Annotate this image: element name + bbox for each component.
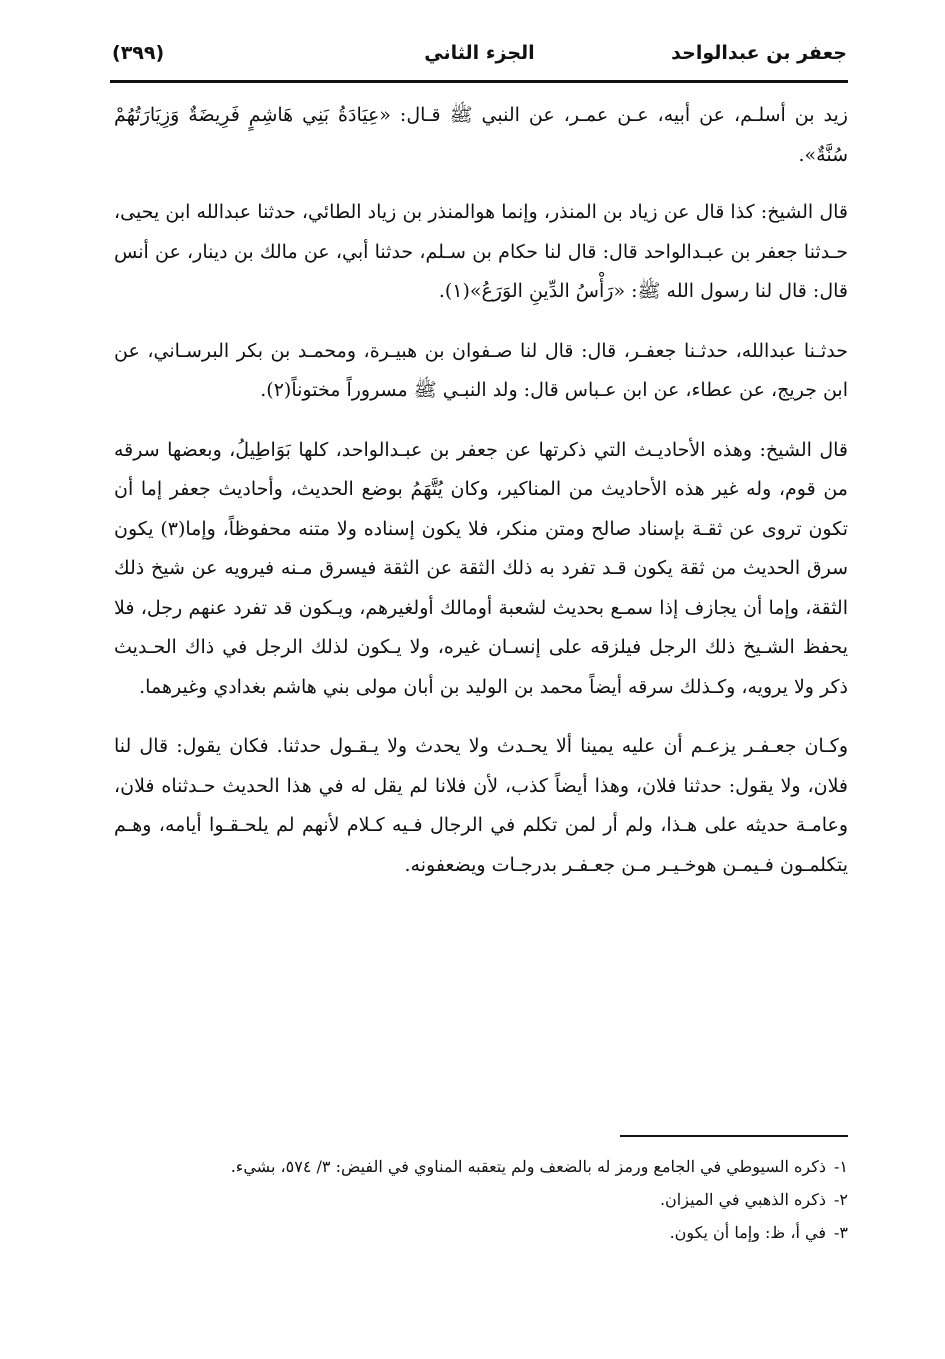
- part-label: الجزء الثاني: [424, 42, 535, 64]
- footnote-3: [114, 1216, 848, 1249]
- footnote-text: ذكره السيوطي في الجامع ورمز له بالضعف ولم يتعقبه المناوي في الفيض: ٣/ ٥٧٤، بشيء.: [230, 1157, 826, 1176]
- running-head: [112, 34, 847, 74]
- main-text: [114, 96, 848, 905]
- paragraph-1: زيد بن أسلـم، عن أبيه، عـن عمـر، عن النبي ﷺ قـال: «عِيَادَةُ بَنِي هَاشِمٍ فَرِيضَةٌ وَزِيَارَتُهُمْ سُنَّةٌ».: [114, 104, 848, 166]
- header-rule: [110, 80, 848, 83]
- paragraph-5: وكـان جعـفـر يزعـم أن عليه يمينا ألا يحـدث ولا يحدث ولا يـقـول حدثنا. فكان يقول: قال لنا فلان، ولا يقول: حدثنا فلان، وهذا أيضاً كذب، لأن فلانا لم يقل له في هذا الحديث حـدثناه فلان، وعامـة حديثه على هـذا، ولم أر لمن تكلم في الرجال فـيه كـلام لأنهم لم يلحـقـوا أيامه، وهـم يتكلمـون فـيمـن هوخـيـر مـن جعـفـر بدرجـات ويضعفونه.: [114, 735, 848, 876]
- footnote-text: ذكره الذهبي في الميزان.: [659, 1190, 826, 1209]
- footnotes: [114, 1150, 848, 1249]
- footnote-text: في أ، ظ: وإما أن يكون.: [669, 1223, 826, 1242]
- page-number: (٣٩٩): [112, 42, 165, 64]
- footnote-number: ٣-: [834, 1223, 848, 1242]
- footnote-number: ١-: [834, 1157, 848, 1176]
- paragraph-2: قال الشيخ: كذا قال عن زياد بن المنذر، وإنما هوالمنذر بن زياد الطائي، حدثنا عبدالله ابن يحيى، حـدثنا جعفر بن عبـدالواحد قال: قال لنا حكام بن سـلم، حدثنا أبي، عن مالك بن دينار، عن أنس قال: قال لنا رسول الله ﷺ: «رَأْسُ الدِّينِ الوَرَعُ»(١).: [114, 201, 848, 302]
- footnote-separator: [620, 1135, 848, 1137]
- footnote-2: [114, 1183, 848, 1216]
- footnote-1: [114, 1150, 848, 1183]
- paragraph-3: حدثـنا عبدالله، حدثـنا جعفـر، قال: قال لنا صـفوان بن هبيـرة، ومحمـد بن بكر البرسـاني، عن ابن جريج، عن عطاء، عن ابن عـباس قال: ولد النبـي ﷺ مسروراً مختوناً(٢).: [114, 339, 848, 401]
- footnote-number: ٢-: [834, 1190, 848, 1209]
- paragraph-4: قال الشيخ: وهذه الأحاديـث التي ذكرتها عن جعفر بن عبـدالواحد، كلها بَوَاطِيلُ، وبعضها سرقه من قوم، وله غير هذه الأحاديث من المناكير، وكان يُتَّهَمُ بوضع الحديث، وأحاديث جعفر إما أن تكون تروى عن ثقـة بإسناد صالح ومتن منكر، فلا يكون إسناده ولا متنه محفوظاً، وإما(٣) يكون سرق الحديث من ثقة يكون قـد تفرد به ذلك الثقة عن الثقة فيسرق مـنه فيرويه عن شيخ ذلك الثقة، وإما أن يجازف إذا سمـع بحديث لشعبة أومالك أولغيرهم، ويـكون قد تفرد عنهم رجل، فلا يحفظ الشـيخ ذلك الرجل فيلزقه على إنسـان غيره، ولا يـكون لذلك الرجل في ذاك الحـديث ذكر ولا يرويه، وكـذلك سرقه أيضاً محمد بن الوليد بن أبان مولى بني هاشم بغدادي وغيرهما.: [114, 438, 848, 698]
- book-title: جعفر بن عبدالواحد: [671, 42, 847, 64]
